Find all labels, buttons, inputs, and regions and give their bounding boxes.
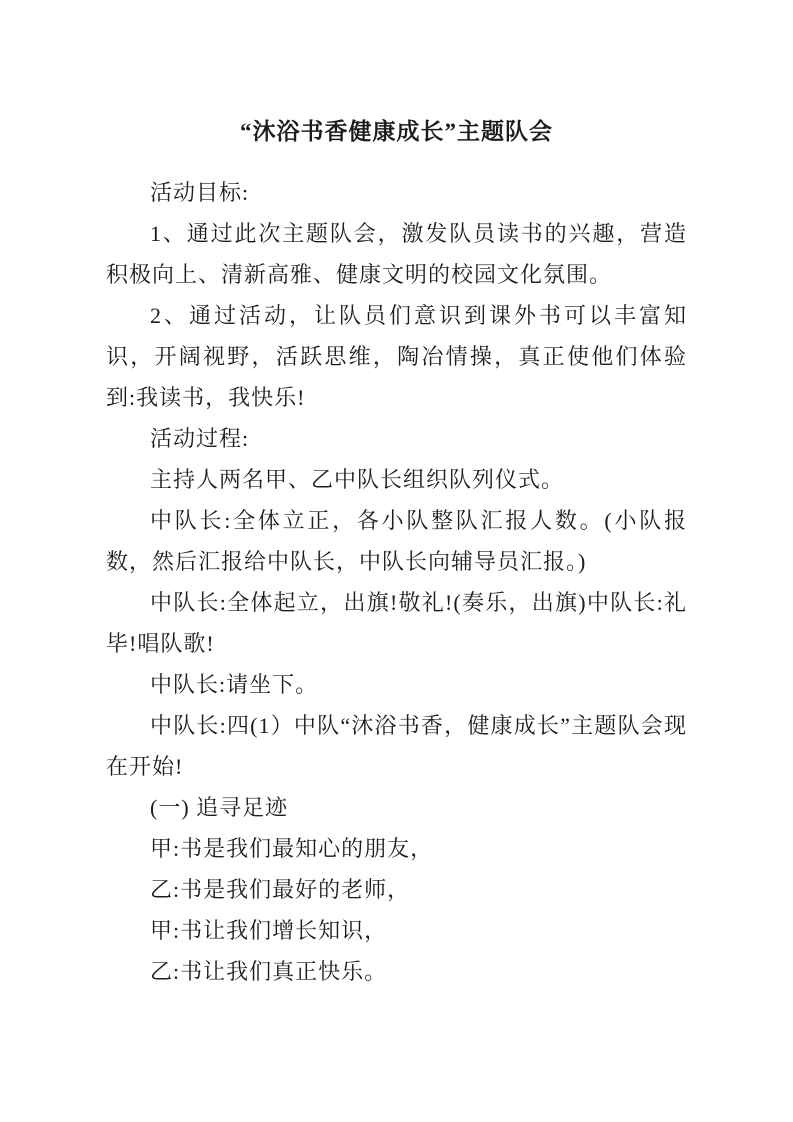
paragraph: 主持人两名甲、乙中队长组织队列仪式。 (150, 467, 565, 492)
paragraph: 中队长:四(1）中队“沐浴书香，健康成长”主题队会现在开始! (106, 713, 687, 779)
paragraph: 甲:书是我们最知心的朋友， (150, 836, 434, 861)
paragraph: 中队长:全体立正，各小队整队汇报人数。(小队报数，然后汇报给中队长，中队长向辅导员汇报。) (106, 508, 687, 574)
paragraph: 中队长:全体起立，出旗!敬礼!(奏乐，出旗)中队长:礼毕!唱队歌! (106, 590, 687, 656)
paragraph: 活动目标: (150, 180, 250, 205)
paragraph: 乙:书是我们最好的老师， (150, 877, 411, 902)
document-body (106, 172, 687, 992)
paragraph: 甲:书让我们增长知识， (150, 918, 388, 943)
paragraph: 乙:书让我们真正快乐。 (150, 959, 388, 984)
document-title: “沐浴书香健康成长”主题队会 (240, 119, 553, 144)
paragraph: (一) 追寻足迹 (150, 795, 289, 820)
paragraph: 1、通过此次主题队会，激发队员读书的兴趣，营造积极向上、清新高雅、健康文明的校园文化氛围。 (106, 221, 687, 287)
paragraph: 2、通过活动，让队员们意识到课外书可以丰富知识，开阔视野，活跃思维，陶冶情操，真正使他们体验到:我读书，我快乐! (106, 303, 687, 410)
paragraph: 中队长:请坐下。 (150, 672, 319, 697)
paragraph: 活动过程: (150, 426, 250, 451)
